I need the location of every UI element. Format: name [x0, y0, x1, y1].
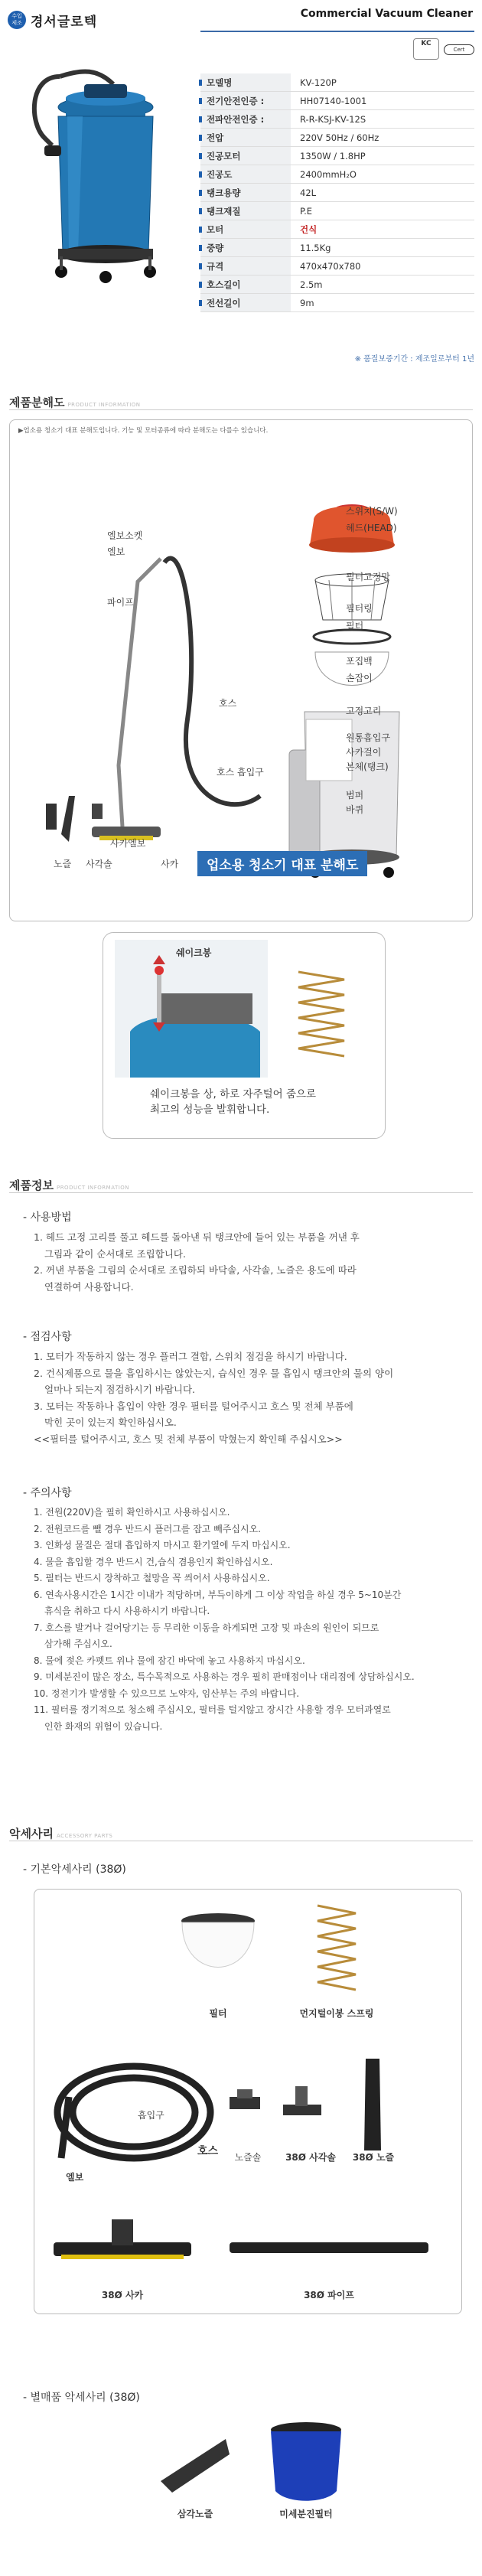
spec-value: 9m: [300, 297, 314, 308]
floor-tool-image: [54, 2212, 191, 2273]
acc-hose-label: 호스: [197, 2145, 219, 2157]
check-line: 2. 건식제품으로 물을 흡입하시는 않았는지, 습식인 경우 물 흡입시 탱크안의 물의 양이: [34, 1367, 394, 1379]
shake-desc-line: 쉐이크봉을 상, 하로 자주털어 줌으로: [150, 1088, 317, 1101]
spec-row: [200, 294, 474, 312]
page-title: Commercial Vacuum Cleaner: [300, 8, 473, 20]
label-hose-inlet: 호스 흡입구: [217, 767, 264, 778]
usage-line: 1. 헤드 고정 고리를 풀고 헤드를 돌아낸 뒤 탱크안에 들어 있는 부품을 꺼낸 후: [34, 1231, 360, 1243]
spec-value: 11.5Kg: [300, 242, 331, 253]
label-floor-elbow: 사카엘보: [110, 838, 146, 849]
label-tank: 본체(탱크): [346, 761, 389, 772]
label-head: 헤드(HEAD): [346, 523, 397, 533]
shake-desc-line: 최고의 성능을 발휘합니다.: [150, 1104, 270, 1116]
spec-key: 진공도: [200, 165, 291, 183]
spec-row: [200, 257, 474, 276]
caution-line: 7. 호스를 발거나 걸어당기는 등 무리한 이동을 하게되면 고장 및 파손의 원인이 되므로: [34, 1622, 379, 1633]
spec-value: 2.5m: [300, 279, 323, 290]
label-inlet: 원통흡입구: [346, 732, 390, 743]
cert-label: Cert: [444, 44, 474, 55]
check-line: 3. 모터는 작동하나 흡입이 약한 경우 필터를 털어주시고 호스 및 전체 부품에: [34, 1400, 353, 1412]
caution-line: 11. 필터를 정기적으로 청소해 주십시오, 필터를 털지않고 장시간 사용할 경우 모터과열로: [34, 1704, 391, 1715]
spec-value: 2400mmH₂O: [300, 168, 357, 180]
spec-key: 전기안전인증 :: [200, 92, 291, 109]
caution-line: 2. 전원코드를 뺄 경우 반드시 플러그를 잡고 빼주십시오.: [34, 1523, 261, 1534]
caution-line: 5. 필터는 반드시 장착하고 철망을 꼭 씌어서 사용하십시오.: [34, 1573, 270, 1583]
spec-row: [200, 239, 474, 257]
acc-inlet-label: 흡입구: [138, 2110, 164, 2121]
extra-accessory-title: - 별매품 악세사리 (38Ø): [23, 2392, 140, 2404]
label-floor-tool: 사카: [161, 859, 179, 869]
caution-line: 3. 인화성 물질은 절대 흡입하지 마시고 환기열에 두지 마십시오.: [34, 1540, 291, 1550]
caution-line: 9. 미세분진이 많은 장소, 특수목적으로 사용하는 경우 필히 판매점이나 대리점에 상담하십시오.: [34, 1671, 415, 1682]
caution-line: 휴식을 취하고 다시 사용하시기 바랍니다.: [44, 1606, 210, 1616]
label-clamp: 고정고리: [346, 706, 382, 716]
spec-row: [200, 202, 474, 220]
label-bag: 포집백: [346, 656, 373, 667]
acc-square-brush-label: 38Ø 사각솔: [285, 2152, 336, 2163]
vacuum-product-image: [14, 54, 191, 314]
spec-row: [200, 73, 474, 92]
caution-text: [34, 1505, 462, 1735]
label-filter-ring: 필터링: [346, 603, 373, 614]
spec-table: [200, 73, 474, 312]
spec-key: 탱크용량: [200, 184, 291, 201]
caution-line: 4. 물을 흡입할 경우 반드시 건,습식 겸용인지 확인하십시오.: [34, 1556, 273, 1567]
parts-intro: ▶업소용 청소기 대표 분해도입니다. 기능 및 모터종류에 따라 분해도는 다를수 있습니다.: [18, 427, 269, 435]
caution-title: - 주의사항: [23, 1487, 72, 1499]
kc-cert-mark: KC: [413, 38, 439, 60]
spec-value: R-R-KSJ-KV-12S: [300, 113, 366, 125]
company-name: 경서글로텍: [31, 14, 98, 30]
label-switch: 스위치(S/W): [346, 506, 398, 517]
label-bumper: 범퍼: [346, 790, 364, 801]
title-underline: [200, 31, 474, 32]
check-title: - 점검사항: [23, 1331, 72, 1343]
spec-value: KV-120P: [300, 77, 337, 88]
hose-image: [46, 2051, 222, 2181]
acc-nozzle-label: 38Ø 노즐: [352, 2152, 395, 2163]
check-line: 얼마나 되는지 점검하시기 바랍니다.: [44, 1384, 196, 1395]
shake-rod-desc: [150, 1087, 316, 1117]
check-text: [34, 1348, 462, 1447]
usage-line: 2. 꺼낸 부품을 그림의 순서대로 조립하되 바닥솔, 사각솔, 노즐은 용도에 따라: [34, 1264, 357, 1276]
diagram-tag: 업소용 청소기 대표 분해도: [197, 851, 367, 876]
label-pipe: 파이프: [107, 597, 134, 608]
pipe-image: [230, 2235, 428, 2265]
shake-rod-label: 쉐이크봉: [176, 947, 212, 958]
acc-pipe-label: 38Ø 파이프: [304, 2290, 354, 2300]
spring-image: [306, 1898, 367, 1997]
label-filter: 필터: [346, 621, 364, 631]
usage-line: 연결하여 사용합니다.: [44, 1280, 134, 1293]
label-handle: 손잡이: [346, 673, 373, 683]
spec-value: 1350W / 1.8HP: [300, 150, 366, 161]
spec-key: 호스길이: [200, 276, 291, 293]
spec-row: [200, 147, 474, 165]
caution-line: 인한 화재의 위험이 있습니다.: [44, 1720, 163, 1732]
spec-row: [200, 165, 474, 184]
spec-row: [200, 110, 474, 129]
spec-key: 탱크재질: [200, 202, 291, 220]
spec-row: [200, 220, 474, 239]
label-filter-mesh: 필터고정망: [346, 572, 390, 582]
acc-elbow-label: 엘보: [66, 2172, 84, 2183]
warranty-note: ※ 품질보증기간 : 제조일로부터 1년: [354, 355, 474, 364]
label-holder: 사카걸이: [346, 747, 382, 758]
spec-key: 진공모터: [200, 147, 291, 165]
usage-line: 그림과 같이 순서대로 조립합니다.: [44, 1247, 186, 1260]
spec-key: 중량: [200, 239, 291, 256]
spec-value: 220V 50Hz / 60Hz: [300, 132, 379, 143]
company-logo: [8, 6, 130, 34]
spec-row: [200, 276, 474, 294]
check-line: 1. 모터가 작동하지 않는 경우 플러그 결합, 스위치 점검을 하시기 바랍니다.: [34, 1351, 347, 1362]
label-square-brush: 사각솔: [86, 859, 112, 869]
usage-text: [34, 1229, 462, 1295]
triangle-nozzle-image: [157, 2435, 233, 2496]
acc-spring-label: 먼지털이봉 스프링: [299, 2008, 374, 2019]
caution-line: 10. 정전기가 발생할 수 있으므로 노약자, 임산부는 주의 바랍니다.: [34, 1687, 300, 1699]
spec-key: 규격: [200, 257, 291, 275]
small-tools-image: [230, 2082, 352, 2143]
filter-image: [176, 1906, 260, 1997]
check-line: 막힌 곳이 있는지 확인하십시오.: [44, 1417, 177, 1428]
caution-line: 8. 물에 젖은 카펫트 위나 물에 잠긴 바닥에 놓고 사용하지 마십시오.: [34, 1655, 305, 1666]
caution-line: 1. 전원(220V)을 필히 확인하시고 사용하십시오.: [34, 1507, 230, 1518]
caution-line: 6. 연속사용시간은 1시간 이내가 적당하며, 부득이하게 그 이상 작업을 하실 경우 5~10분간: [34, 1589, 402, 1600]
section-title-info: 제품정보 PRODUCT INFORMATION: [9, 1179, 130, 1192]
spec-key: 전압: [200, 129, 291, 146]
acc-triangle-label: 삼각노즐: [177, 2509, 213, 2519]
section-divider: [9, 409, 473, 410]
check-line: <<필터를 털어주시고, 호스 및 전체 부품이 막혔는지 확인해 주십시오>>: [34, 1433, 343, 1445]
label-elbow: 엘보: [107, 546, 125, 557]
spring-image: [283, 964, 360, 1071]
caution-line: 삼가해 주십시오.: [44, 1639, 112, 1649]
spec-value: HH07140-1001: [300, 95, 367, 106]
spec-value: 건식: [300, 223, 318, 235]
spec-key: 전선길이: [200, 294, 291, 311]
acc-filter-label: 필터: [209, 2008, 227, 2019]
acc-floor-tool-label: 38Ø 사카: [101, 2290, 144, 2300]
usage-title: - 사용방법: [23, 1211, 72, 1224]
acc-fine-filter-label: 미세분진필터: [279, 2509, 333, 2519]
spec-row: [200, 184, 474, 202]
spec-value: 42L: [300, 187, 317, 198]
label-nozzle: 노즐: [54, 859, 72, 869]
spec-row: [200, 129, 474, 147]
section-title-parts: 제품분해도 PRODUCT INFORMATION: [9, 396, 141, 409]
fine-dust-filter-image: [264, 2418, 348, 2506]
spec-key: 모델명: [200, 73, 291, 91]
spec-row: [200, 92, 474, 110]
section-title-accessory: 악세사리 ACCESSORY PARTS: [9, 1827, 113, 1841]
shake-rod-image: [115, 940, 268, 1078]
spec-key: 전파안전인증 :: [200, 110, 291, 128]
acc-nozzle-brush-label: 노즐솔: [234, 2152, 262, 2163]
spec-value: P.E: [300, 205, 313, 217]
logo-badge: 수입 제조: [8, 11, 26, 29]
spec-key: 모터: [200, 220, 291, 238]
nozzle-image: [358, 2059, 389, 2150]
basic-accessory-title: - 기본악세사리 (38Ø): [23, 1864, 126, 1876]
section-divider: [9, 1192, 473, 1193]
label-hose: 호스: [219, 698, 237, 709]
spec-value: 470x470x780: [300, 260, 361, 272]
label-elbow-socket: 엘보소켓: [107, 530, 143, 541]
label-wheel: 바퀴: [346, 804, 364, 815]
